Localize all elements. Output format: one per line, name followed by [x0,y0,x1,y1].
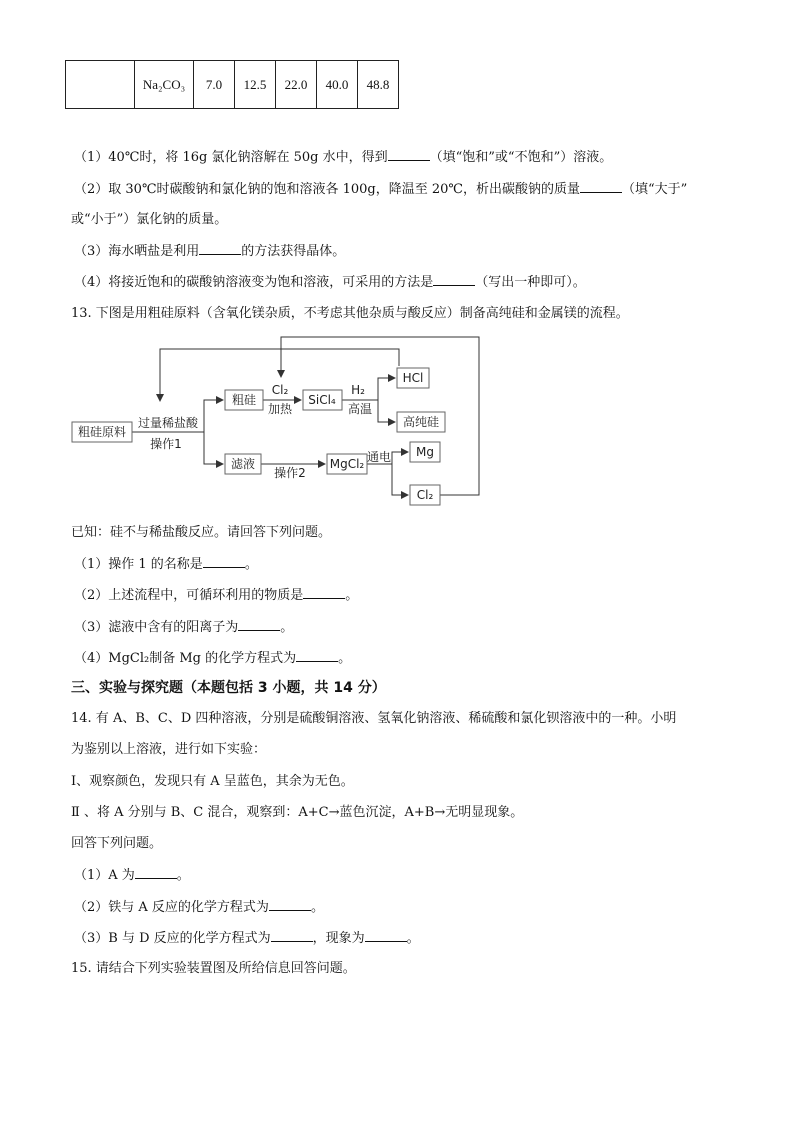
q15-stem: 15. 请结合下列实验装置图及所给信息回答问题。 [71,961,356,976]
mg-label: Mg [416,445,434,459]
q12-part3 [74,242,345,261]
table-empty-cell [66,61,135,109]
q12-part1 [74,148,612,167]
operation2-label: 操作2 [274,466,306,480]
q12-p1-text-end: （填“饱和”或“不饱和”）溶液。 [429,150,613,165]
period: 。 [310,900,324,915]
q13-part3 [74,618,293,637]
hcl-label: HCl [402,371,424,385]
q12-part2 [74,180,687,199]
q12-p1-text: （1）40℃时，将 16g 氯化钠溶解在 50g 水中，得到 [74,150,388,165]
q13-part4 [74,649,351,668]
answer-blank[interactable] [269,898,311,911]
answer-blank[interactable] [199,242,241,255]
acid-label: 过量稀盐酸 [137,416,199,430]
q14-part2 [74,898,324,917]
answer-blank[interactable] [365,929,407,942]
answer-blank[interactable] [135,866,177,879]
table-row [66,61,399,109]
q12-part4 [74,273,586,292]
answer-blank[interactable] [271,929,313,942]
q13-p3-text: （3）滤液中含有的阳离子为 [74,620,239,635]
period: 。 [244,557,258,572]
q12-p4-text-end: （写出一种即可）。 [475,275,586,290]
to-cl2-arrow [392,464,408,495]
table-cell: 22.0 [276,61,317,109]
q14-part1 [74,866,190,885]
heat-label: 加热 [267,402,293,416]
raw-material-label: 粗硅原料 [77,425,127,439]
cl2-product-label: Cl₂ [416,488,434,502]
mgcl2-label: MgCl₂ [329,457,365,471]
q12-p3-text-end: 的方法获得晶体。 [241,244,346,259]
table-cell: 7.0 [194,61,235,109]
q14-step2: Ⅱ 、将 A 分别与 B、C 混合，观察到：A+C→蓝色沉淀，A+B→无明显现象。 [71,805,524,820]
to-filtrate-arrow [204,432,223,464]
q13-part2 [74,586,358,605]
answer-blank[interactable] [303,586,345,599]
table-cell-label: Na₂CO₃ [135,61,194,109]
q12-p2-text: （2）取 30℃时碳酸钠和氯化钠的饱和溶液各 100g，降温至 20℃，析出碳酸钠的质量 [74,182,580,197]
solubility-table [65,60,399,109]
process-flow-diagram [70,333,490,511]
table-cell: 40.0 [317,61,358,109]
q14-p2-text: （2）铁与 A 反应的化学方程式为 [74,900,269,915]
answer-blank[interactable] [580,180,622,193]
q13-part1 [74,555,258,574]
cl2-recycle-arrow [281,337,479,495]
q14-ask: 回答下列问题。 [71,836,163,851]
table-cell: 12.5 [235,61,276,109]
high-temp-label: 高温 [347,402,373,416]
electrolysis-label: 通电 [366,450,392,464]
to-mg-arrow [392,452,408,464]
q14-stem-line2: 为鉴别以上溶液，进行如下实验： [71,742,267,757]
q14-stem-line1: 14. 有 A、B、C、D 四种溶液，分别是硫酸铜溶液、氢氧化钠溶液、稀硫酸和氯化钡溶液中的一种。小明 [71,711,677,726]
period: 。 [338,651,352,666]
period: 。 [406,931,420,946]
answer-blank[interactable] [203,555,245,568]
cl2-reagent-label: Cl₂ [271,383,289,397]
filtrate-label: 滤液 [230,457,256,471]
answer-blank[interactable] [433,273,475,286]
answer-blank[interactable] [388,148,430,161]
q14-step1: Ⅰ、观察颜色，发现只有 A 呈蓝色，其余为无色。 [71,774,354,789]
q12-p2-text-end: （填“大于” [621,182,688,197]
q14-p1-text: （1）A 为 [74,868,135,883]
period: 。 [280,620,294,635]
q14-p3-text: （3）B 与 D 反应的化学方程式为 [74,931,271,946]
period: 。 [345,588,359,603]
q14-p3-mid: ，现象为 [312,931,365,946]
h2-reagent-label: H₂ [351,383,365,397]
pure-si-label: 高纯硅 [402,415,440,429]
period: 。 [176,868,190,883]
q14-part3 [74,929,420,948]
to-hcl-arrow [378,378,395,400]
q12-part2-cont: 或“小于”）氯化钠的质量。 [71,212,228,227]
crude-si-label: 粗硅 [231,393,257,407]
q12-p4-text: （4）将接近饱和的碳酸钠溶液变为饱和溶液，可采用的方法是 [74,275,434,290]
q13-p1-text: （1）操作 1 的名称是 [74,557,203,572]
q13-known: 已知：硅不与稀盐酸反应。请回答下列问题。 [71,525,332,540]
q13-stem: 13. 下图是用粗硅原料（含氧化镁杂质，不考虑其他杂质与酸反应）制备高纯硅和金属镁的流程。 [71,306,629,321]
answer-blank[interactable] [296,649,338,662]
section-heading: 三、实验与探究题（本题包括 3 小题，共 14 分） [71,680,386,696]
to-crude-si-arrow [204,400,223,432]
to-pure-si-arrow [378,400,395,422]
sicl4-label: SiCl₄ [308,393,336,407]
q12-p3-text: （3）海水晒盐是利用 [74,244,200,259]
operation1-label: 操作1 [150,437,182,451]
table-cell: 48.8 [358,61,399,109]
q13-p4-text: （4）MgCl₂制备 Mg 的化学方程式为 [74,651,297,666]
answer-blank[interactable] [238,618,280,631]
q13-p2-text: （2）上述流程中，可循环利用的物质是 [74,588,304,603]
